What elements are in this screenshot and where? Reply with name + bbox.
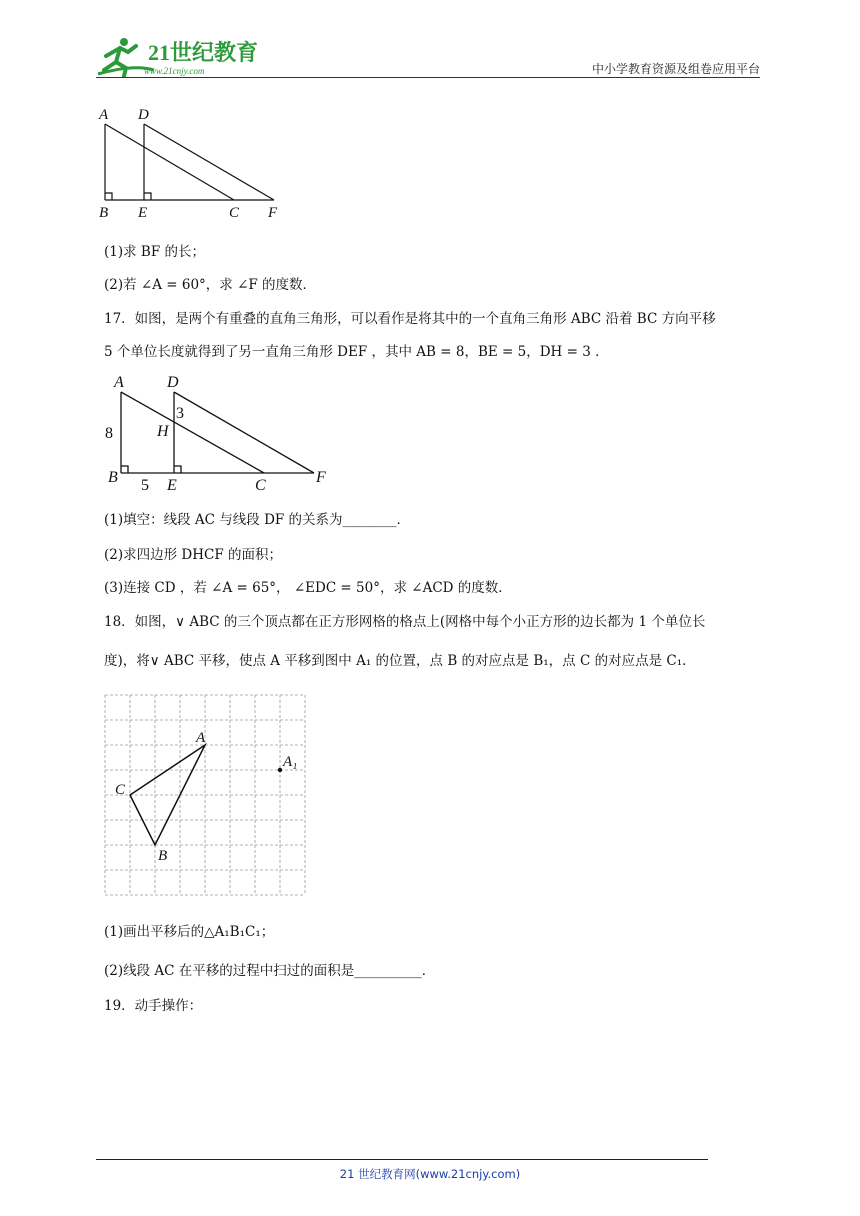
label-a: A: [114, 374, 124, 391]
label-b: B: [158, 848, 168, 864]
q16-part2: (2)若 ∠A = 60°，求 ∠F 的度数．: [104, 277, 317, 293]
q18-line1: 18．如图，∨ ABC 的三个顶点都在正方形网格的格点上(网格中每个小正方形的边长都为 1 个单位长: [104, 614, 706, 630]
grid-lines: [105, 695, 305, 895]
q17-part2: (2)求四边形 DHCF 的面积；: [104, 547, 282, 563]
length-be: 5: [141, 477, 149, 494]
length-ab: 8: [105, 425, 113, 442]
logo-text: 21世纪教育: [148, 40, 259, 65]
q16-part1: (1)求 BF 的长；: [104, 244, 205, 260]
q17-line1: 17．如图，是两个有重叠的直角三角形，可以看作是将其中的一个直角三角形 ABC 沿着 BC 方向平移: [104, 311, 716, 327]
label-c: C: [255, 477, 266, 494]
label-e: E: [138, 205, 148, 221]
platform-name: 中小学教育资源及组卷应用平台: [591, 62, 760, 76]
q18-part2: (2)线段 AC 在平移的过程中扫过的面积是__________．: [104, 963, 436, 979]
figure-q18-grid: [100, 692, 312, 904]
label-d: D: [138, 107, 149, 123]
logo-url: www.21cnjy.com: [144, 66, 205, 76]
label-c: C: [115, 782, 126, 798]
point-a1: [278, 768, 282, 772]
label-f: F: [316, 469, 326, 486]
q17-part3: (3)连接 CD ，若 ∠A = 65°， ∠EDC = 50°，求 ∠ACD 的度数．: [104, 580, 512, 596]
footer-divider: [96, 1159, 708, 1160]
q17-line2: 5 个单位长度就得到了另一直角三角形 DEF ，其中 AB = 8，BE = 5，DH = 3 ．: [104, 344, 609, 360]
label-d: D: [167, 374, 179, 391]
label-b: B: [108, 469, 118, 486]
label-a: A: [196, 730, 206, 746]
label-c: C: [229, 205, 240, 221]
q18-line2: 度)，将∨ ABC 平移，使点 A 平移到图中 A₁ 的位置，点 B 的对应点是 B₁，点 C 的对应点是 C₁．: [104, 653, 696, 669]
length-dh: 3: [176, 405, 184, 422]
q17-part1: (1)填空：线段 AC 与线段 DF 的关系为________．: [104, 512, 411, 528]
label-h: H: [157, 423, 169, 440]
label-a1: A₁: [283, 754, 298, 770]
label-a: A: [99, 107, 109, 123]
figure-q16: [96, 104, 296, 226]
q19-line1: 19．动手操作：: [104, 998, 203, 1014]
q18-part1: (1)画出平移后的△A₁B₁C₁；: [104, 924, 275, 940]
footer-link[interactable]: 21 世纪教育网(www.21cnjy.com): [339, 1167, 521, 1181]
label-e: E: [167, 477, 177, 494]
header-divider: [96, 77, 760, 78]
site-logo: [94, 34, 264, 78]
figure-q17: [100, 372, 340, 500]
label-b: B: [99, 205, 109, 221]
label-f: F: [268, 205, 278, 221]
